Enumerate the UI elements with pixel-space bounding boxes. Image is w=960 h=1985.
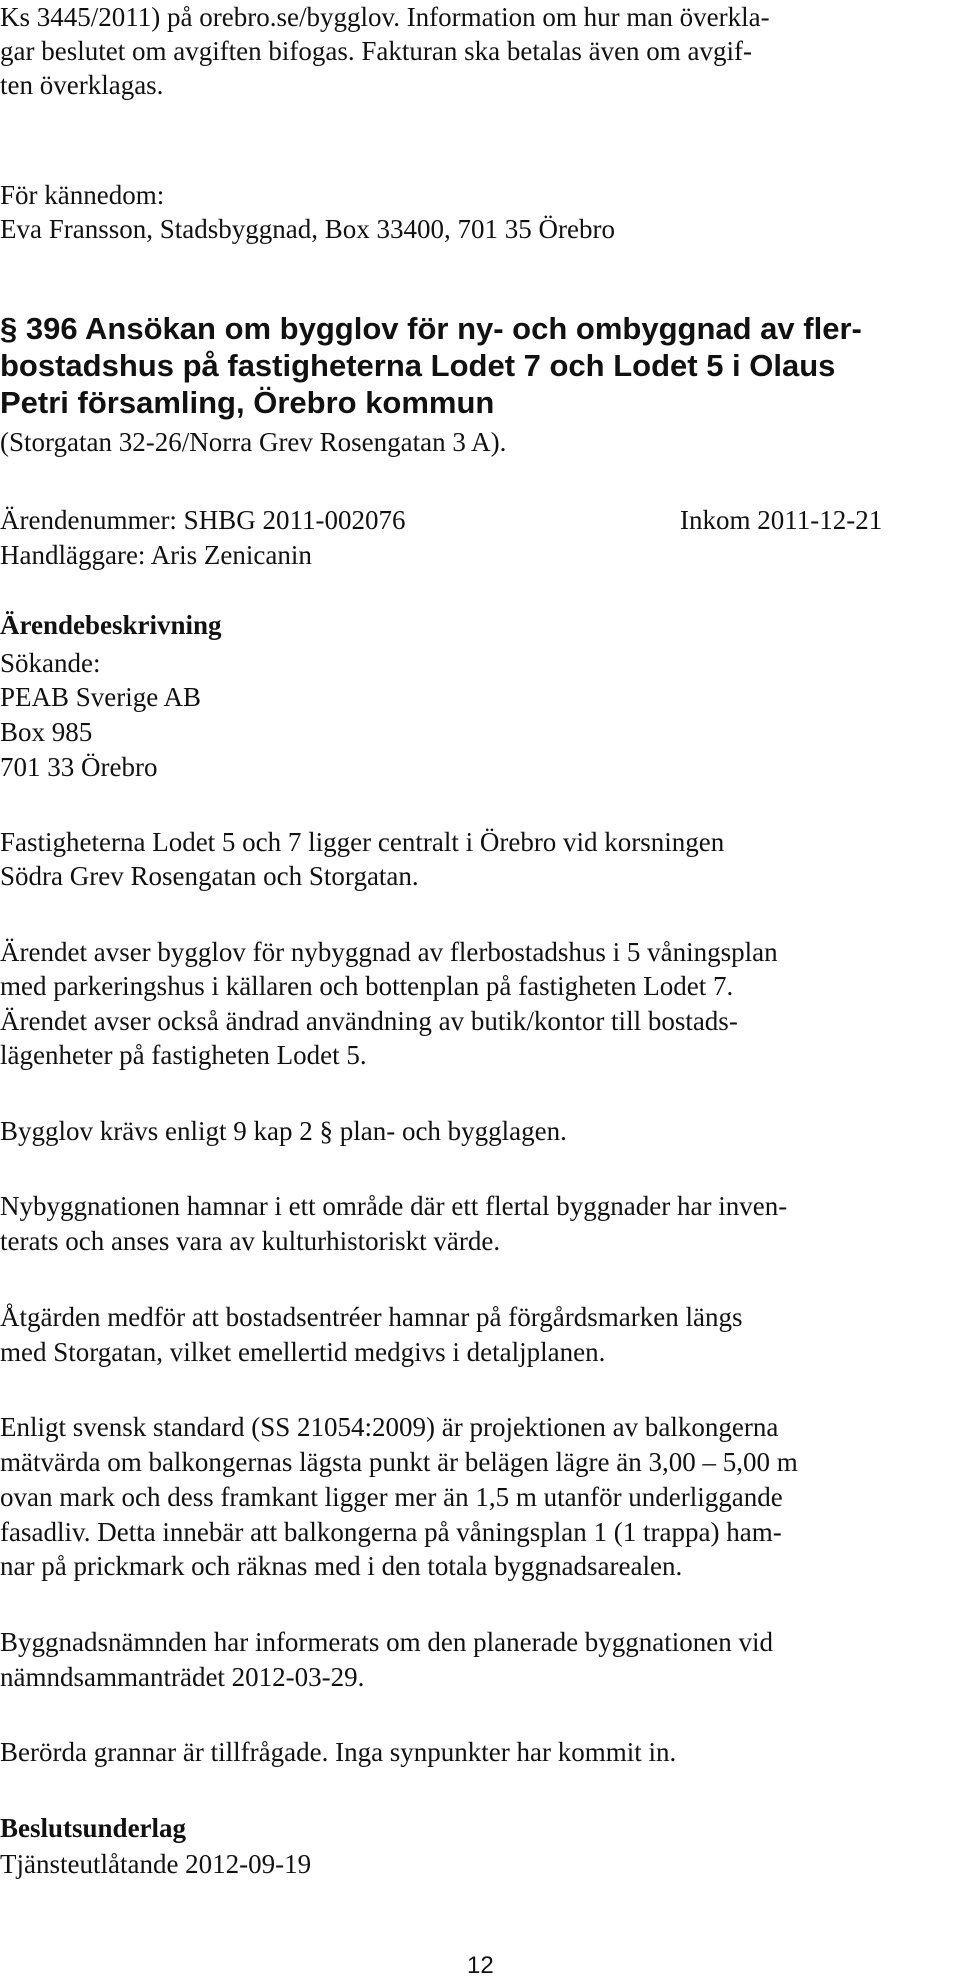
para-4-line-1: Nybyggnationen hamnar i ett område där ett flertal byggnader har inven-	[0, 1191, 788, 1221]
para-2-line-2: med parkeringshus i källaren och bottenplan på fastigheten Lodet 7.	[0, 971, 734, 1001]
para-1-line-2: Södra Grev Rosengatan och Storgatan.	[0, 861, 419, 891]
para-5-line-1: Åtgärden medför att bostadsentréer hamnar på förgårdsmarken längs	[0, 1302, 743, 1332]
fk-recipient: Eva Fransson, Stadsbyggnad, Box 33400, 701 35 Örebro	[0, 214, 615, 244]
section-heading-line-2: bostadshus på fastigheterna Lodet 7 och Lodet 5 i Olaus	[0, 348, 836, 383]
para-6-line-3: ovan mark och dess framkant ligger mer än 1,5 m utanför underliggande	[0, 1482, 783, 1512]
para-7-line-2: nämndsammanträdet 2012-03-29.	[0, 1662, 365, 1692]
applicant-box: Box 985	[0, 717, 93, 747]
section-heading-line-1: § 396 Ansökan om bygglov för ny- och ombyggnad av fler-	[0, 311, 862, 346]
para-2-line-4: lägenheter på fastigheten Lodet 5.	[0, 1040, 367, 1070]
description-heading: Ärendebeskrivning	[0, 610, 222, 640]
intro-line-1: Ks 3445/2011) på orebro.se/bygglov. Information om hur man överkla-	[0, 2, 770, 32]
para-4-line-2: terats och anses vara av kulturhistoriskt värde.	[0, 1226, 501, 1256]
page-number: 12	[467, 1952, 494, 1979]
section-address: (Storgatan 32-26/Norra Grev Rosengatan 3 A).	[0, 427, 507, 457]
fk-label: För kännedom:	[0, 180, 165, 210]
case-received: Inkom 2011-12-21	[680, 505, 883, 535]
para-5-line-2: med Storgatan, vilket emellertid medgivs i detaljplanen.	[0, 1337, 606, 1367]
para-6-line-5: nar på prickmark och räknas med i den totala byggnadsarealen.	[0, 1551, 683, 1581]
para-2-line-1: Ärendet avser bygglov för nybyggnad av flerbostadshus i 5 våningsplan	[0, 937, 778, 967]
para-6-line-4: fasadliv. Detta innebär att balkongerna på våningsplan 1 (1 trappa) ham-	[0, 1517, 782, 1547]
intro-line-2: gar beslutet om avgiften bifogas. Fakturan ska betalas även om avgif-	[0, 36, 753, 66]
basis-heading: Beslutsunderlag	[0, 1813, 187, 1843]
para-1-line-1: Fastigheterna Lodet 5 och 7 ligger centralt i Örebro vid korsningen	[0, 827, 725, 857]
para-3-line-1: Bygglov krävs enligt 9 kap 2 § plan- och bygglagen.	[0, 1116, 567, 1146]
para-7-line-1: Byggnadsnämnden har informerats om den planerade byggnationen vid	[0, 1627, 774, 1657]
section-heading-line-3: Petri församling, Örebro kommun	[0, 385, 495, 420]
basis-item: Tjänsteutlåtande 2012-09-19	[0, 1849, 312, 1879]
para-2-line-3: Ärendet avser också ändrad användning av butik/kontor till bostads-	[0, 1006, 738, 1036]
case-handler: Handläggare: Aris Zenicanin	[0, 540, 312, 570]
para-6-line-1: Enligt svensk standard (SS 21054:2009) är projektionen av balkongerna	[0, 1412, 779, 1442]
para-8-line-1: Berörda grannar är tillfrågade. Inga synpunkter har kommit in.	[0, 1737, 677, 1767]
para-6-line-2: mätvärda om balkongernas lägsta punkt är belägen lägre än 3,00 – 5,00 m	[0, 1447, 798, 1477]
applicant-name: PEAB Sverige AB	[0, 682, 202, 712]
intro-line-3: ten överklagas.	[0, 70, 164, 100]
case-number: Ärendenummer: SHBG 2011-002076	[0, 505, 406, 535]
applicant-label: Sökande:	[0, 648, 101, 678]
applicant-city: 701 33 Örebro	[0, 752, 158, 782]
